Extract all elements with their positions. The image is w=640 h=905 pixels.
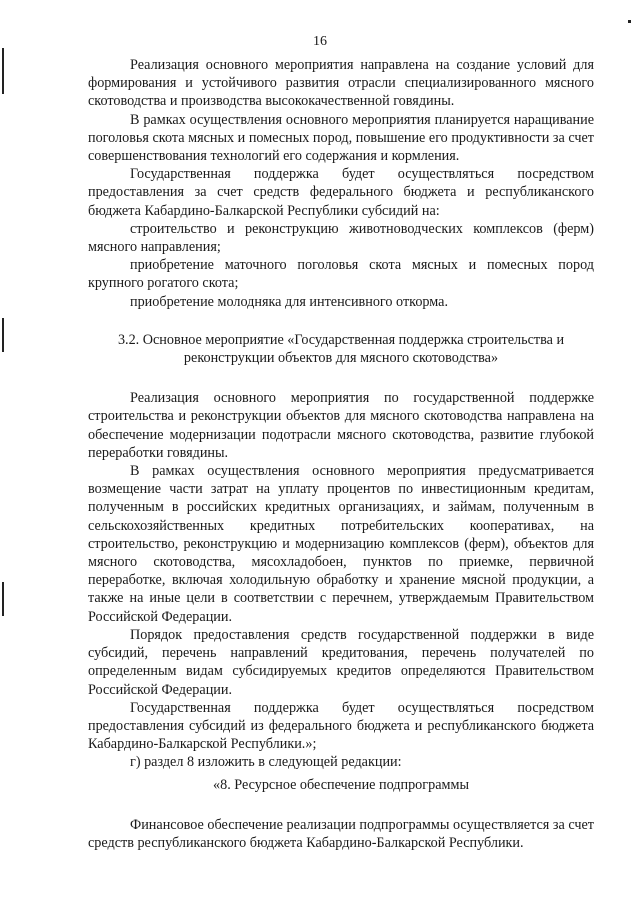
list-item: приобретение маточного поголовья скота мясных и помесных пород крупного рогатого скота; — [88, 257, 594, 292]
paragraph: В рамках осуществления основного мероприятия предусматривается возмещение части затрат на уплату процентов по инвестиционным кредитам, полученным в российских кредитных организациях, и займам, полученным в сельскохозяйственных кредитных потребительских кооперативах, на строительство, реконструкцию и модернизацию комплексов (ферм), объектов для мясного скотоводства, мясохладобоен, пунктов по приемке, первичной переработке, включая холодильную обработку и хранение мясной продукции, а также на иные цели в соответствии с перечнем, утверждаемым Правительством Российской Федерации. — [88, 463, 594, 625]
list-item: строительство и реконструкцию животноводческих комплексов (ферм) мясного направления; — [88, 220, 594, 256]
paragraph: Финансовое обеспечение реализации подпрограммы осуществляется за счет средств республиканского бюджета Кабардино-Балкарской Республики. — [88, 816, 594, 851]
paragraph: Порядок предоставления средств государственной поддержки в виде субсидий, перечень направлений кредитования, перечень получателей по определенным видам субсидируемых кредитов определяются Правительством Российской Федерации. — [88, 626, 594, 698]
section-heading: 3.2. Основное мероприятие «Государственная поддержка строительства и реконструкции объектов для мясного скотоводства» — [117, 331, 565, 367]
document-body — [88, 56, 594, 852]
list-item: приобретение молодняка для интенсивного откорма. — [130, 293, 449, 310]
paragraph: г) раздел 8 изложить в следующей редакции: — [130, 754, 402, 771]
paragraph: Государственная поддержка будет осуществляться посредством предоставления за счет средств федерального бюджета и республиканского бюджета Кабардино-Балкарской Республики субсидий на: — [88, 166, 594, 219]
paragraph: Реализация основного мероприятия по государственной поддержке строительства и реконструкции объектов для мясного скотоводства направлена на обеспечение модернизации подотрасли мясного скотоводства, развитие глубокой переработки говядины. — [88, 390, 594, 461]
page-number: 16 — [313, 34, 327, 49]
scan-edge-mark-top — [2, 48, 4, 94]
scan-edge-mark-mid — [2, 318, 4, 352]
scan-edge-mark-low — [2, 582, 4, 616]
paragraph: В рамках осуществления основного мероприятия планируется наращивание поголовья скота мясных и помесных пород, повышение его продуктивности за счет совершенствования технологий его содержания и кормления. — [88, 111, 594, 165]
subsection-heading: «8. Ресурсное обеспечение подпрограммы — [213, 776, 469, 793]
paragraph: Реализация основного мероприятия направлена на создание условий для формирования и устойчивого развития отрасли специализированного мясного скотоводства и производства высококачественной говядины. — [88, 57, 594, 110]
paragraph: Государственная поддержка будет осуществляться посредством предоставления субсидий из федерального бюджета и республиканского бюджета Кабардино-Балкарской Республики.»; — [88, 699, 594, 753]
scan-dot-right — [628, 20, 631, 23]
